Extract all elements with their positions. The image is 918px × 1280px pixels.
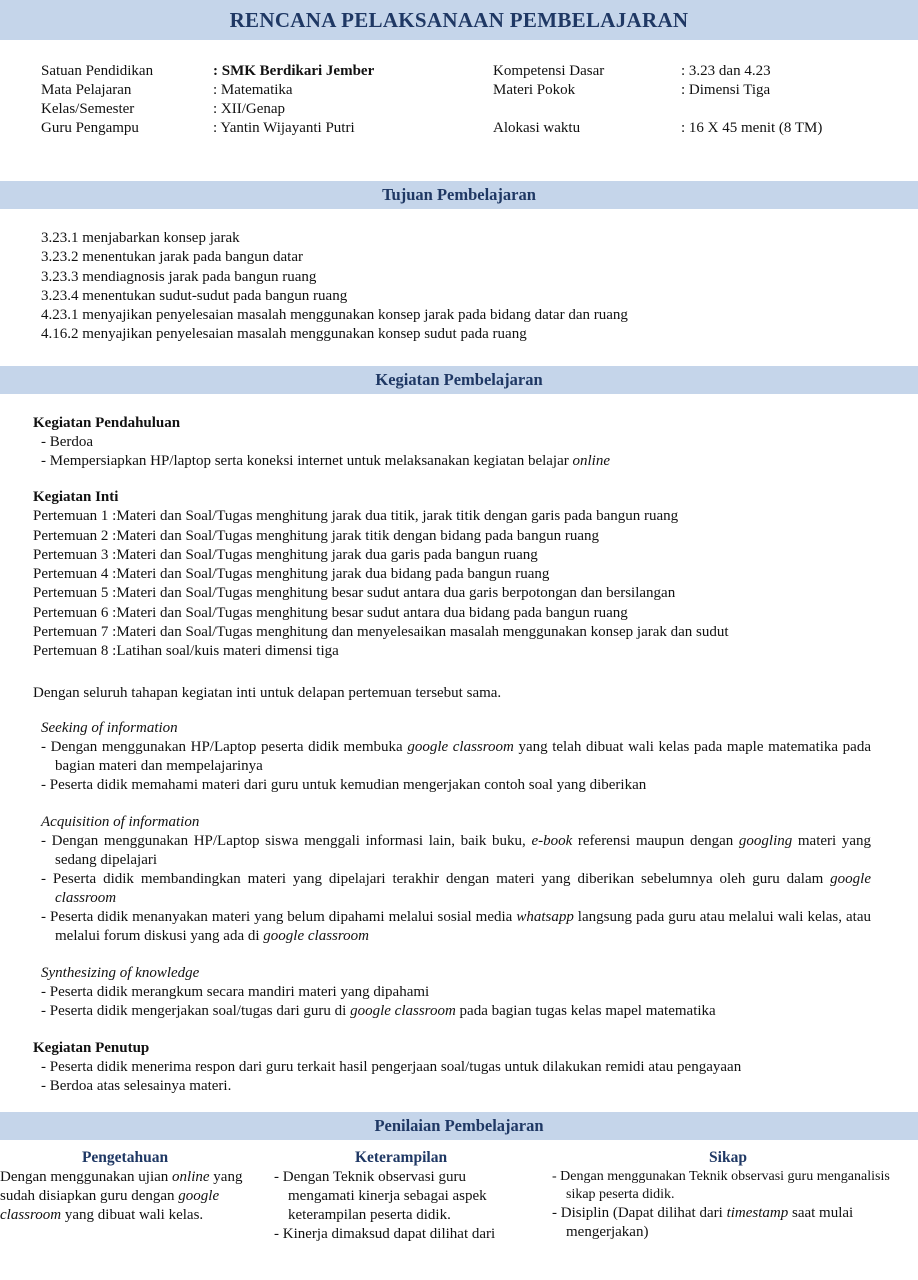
kegiatan-pendahuluan	[33, 414, 871, 471]
column-heading: Pengetahuan	[81, 1149, 169, 1166]
section-heading-penilaian: Penilaian Pembelajaran	[0, 1112, 918, 1140]
list-item: - Disiplin (Dapat dilihat dari timestamp saat mulai mengerjakan)	[552, 1205, 854, 1240]
kegiatan-inti	[33, 488, 893, 662]
list-item: 3.23.1 menjabarkan konsep jarak	[41, 230, 240, 246]
info-value: : Matematika	[213, 82, 293, 98]
list-item: - Berdoa atas selesainya materi.	[41, 1078, 232, 1094]
list-item: - Dengan menggunakan Teknik observasi guru menganalisis sikap peserta didik.	[552, 1169, 890, 1202]
list-item: - Dengan menggunakan HP/Laptop peserta didik membuka google classroom yang telah dibuat wali kelas pada maple matematika pada bagian materi dan mempelajarinya	[41, 739, 871, 774]
info-label: Alokasi waktu	[493, 120, 581, 136]
info-value: : 16 X 45 menit (8 TM)	[681, 120, 823, 136]
list-item: - Peserta didik merangkum secara mandiri materi yang dipahami	[41, 984, 430, 1000]
identity-block	[41, 62, 901, 138]
phase-heading: Seeking of information	[41, 720, 178, 736]
info-value: : XII/Genap	[213, 101, 286, 117]
meeting-item: Pertemuan 2 :Materi dan Soal/Tugas menghitung jarak titik dengan bidang pada bangun ruang	[33, 527, 599, 544]
subsection-heading: Kegiatan Pendahuluan	[33, 415, 181, 431]
list-item: - Mempersiapkan HP/laptop serta koneksi internet untuk melaksanakan kegiatan belajar online	[41, 453, 611, 469]
column-heading: Keterampilan	[354, 1149, 448, 1166]
section-heading-tujuan: Tujuan Pembelajaran	[0, 181, 918, 209]
info-value: : 3.23 dan 4.23	[681, 63, 771, 79]
info-label: Materi Pokok	[493, 82, 576, 98]
list-item: - Peserta didik memahami materi dari guru untuk kemudian mengerjakan contoh soal yang diberikan	[41, 777, 647, 793]
phase-heading: Synthesizing of knowledge	[41, 965, 200, 981]
meeting-item: Pertemuan 4 :Materi dan Soal/Tugas menghitung jarak dua bidang pada bangun ruang	[33, 566, 550, 583]
kegiatan-penutup	[33, 1039, 893, 1096]
section-heading-kegiatan: Kegiatan Pembelajaran	[0, 366, 918, 394]
acquisition-block	[33, 813, 871, 946]
meeting-item: Pertemuan 8 :Latihan soal/kuis materi dimensi tiga	[33, 643, 339, 660]
list-item: - Peserta didik menerima respon dari guru terkait hasil pengerjaan soal/tugas untuk dilakukan remidi atau pengayaan	[41, 1059, 742, 1075]
info-label: Satuan Pendidikan	[41, 63, 154, 79]
page-title: RENCANA PELAKSANAAN PEMBELAJARAN	[0, 0, 918, 40]
info-value: : Yantin Wijayanti Putri	[213, 120, 355, 136]
meeting-item: Pertemuan 3 :Materi dan Soal/Tugas menghitung jarak dua garis pada bangun ruang	[33, 546, 538, 563]
penilaian-keterampilan	[270, 1148, 532, 1244]
info-value: : Dimensi Tiga	[681, 82, 771, 98]
info-label: Guru Pengampu	[41, 120, 139, 136]
info-label: Kelas/Semester	[41, 101, 135, 117]
inti-note: Dengan seluruh tahapan kegiatan inti untuk delapan pertemuan tersebut sama.	[33, 685, 502, 701]
info-label: Kompetensi Dasar	[493, 63, 605, 79]
list-item: 3.23.4 menentukan sudut-sudut pada bangun ruang	[41, 287, 348, 304]
list-item: 3.23.2 menentukan jarak pada bangun datar	[41, 249, 303, 266]
list-item: 4.16.2 menyajikan penyelesaian masalah menggunakan konsep sudut pada ruang	[41, 326, 527, 343]
list-item: - Peserta didik menanyakan materi yang belum dipahami melalui sosial media whatsapp langsung pada guru atau melalui wali kelas, atau melalui forum diskusi yang ada di google classroom	[41, 909, 871, 944]
list-item: 4.23.1 menyajikan penyelesaian masalah menggunakan konsep jarak pada bidang datar dan ruang	[41, 307, 628, 324]
list-item: - Peserta didik membandingkan materi yang dipelajari terakhir dengan materi yang diberikan sebelumnya oleh guru dalam google classroom	[41, 871, 871, 906]
list-item: - Dengan Teknik observasi guru mengamati kinerja sebagai aspek keterampilan peserta didik.	[274, 1169, 487, 1223]
phase-heading: Acquisition of information	[41, 814, 200, 830]
meeting-item: Pertemuan 7 :Materi dan Soal/Tugas menghitung dan menyelesaikan masalah menggunakan konsep jarak dan sudut	[33, 624, 729, 641]
seeking-block	[33, 719, 871, 795]
penilaian-pengetahuan	[0, 1148, 250, 1225]
info-label: Mata Pelajaran	[41, 82, 132, 98]
list-item: 3.23.3 mendiagnosis jarak pada bangun ruang	[41, 268, 317, 285]
list-item: - Peserta didik mengerjakan soal/tugas dari guru di google classroom pada bagian tugas kelas mapel matematika	[41, 1003, 716, 1019]
subsection-heading: Kegiatan Penutup	[33, 1040, 150, 1056]
list-item: - Dengan menggunakan HP/Laptop siswa menggali informasi lain, baik buku, e-book referensi maupun dengan googling materi yang sedang dipelajari	[41, 833, 871, 868]
penilaian-sikap	[548, 1148, 908, 1242]
info-value: : SMK Berdikari Jember	[213, 63, 375, 79]
meeting-item: Pertemuan 1 :Materi dan Soal/Tugas menghitung jarak dua titik, jarak titik dengan garis pada bangun ruang	[33, 508, 679, 525]
tujuan-list	[41, 229, 901, 345]
meeting-item: Pertemuan 5 :Materi dan Soal/Tugas menghitung besar sudut antara dua garis berpotongan dan bersilangan	[33, 585, 676, 602]
meeting-item: Pertemuan 6 :Materi dan Soal/Tugas menghitung besar sudut antara dua bidang pada bangun ruang	[33, 604, 628, 621]
list-item: - Berdoa	[41, 434, 94, 450]
column-text: Dengan menggunakan ujian online yang sudah disiapkan guru dengan google classroom yang dibuat wali kelas.	[0, 1169, 243, 1223]
column-heading: Sikap	[709, 1149, 747, 1166]
list-item: - Kinerja dimaksud dapat dilihat dari	[274, 1226, 496, 1242]
synthesizing-block	[33, 964, 871, 1021]
subsection-heading: Kegiatan Inti	[33, 489, 119, 505]
